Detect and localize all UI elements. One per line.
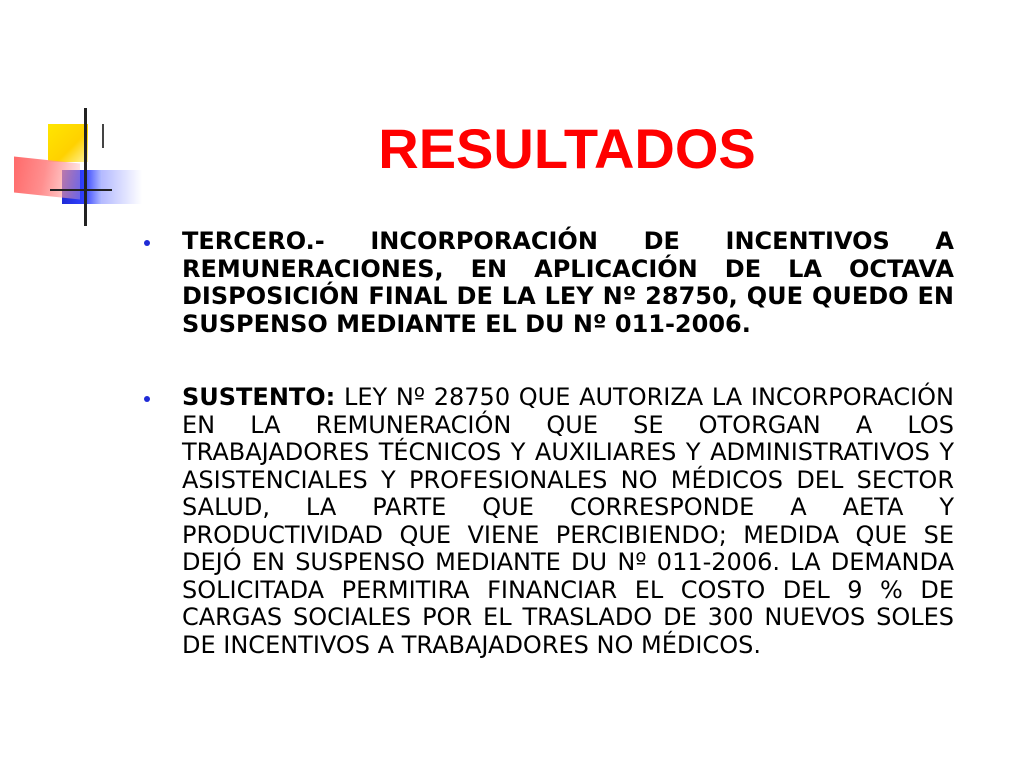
- bullet-text: LEY Nº 28750 QUE AUTORIZA LA INCORPORACIÓN EN LA REMUNERACIÓN QUE SE OTORGAN A LOS TRABAJADORES TÉCNICOS Y AUXILIARES Y ADMINISTRATIVOS Y ASISTENCIALES Y PROFESIONALES NO MÉDICOS DEL SECTOR SALUD, LA PARTE QUE CORRESPONDE A AETA Y PRODUCTIVIDAD QUE VIENE PERCIBIENDO; MEDIDA QUE SE DEJÓ EN SUSPENSO MEDIANTE DU Nº 011-2006. LA DEMANDA SOLICITADA PERMITIRA FINANCIAR EL COSTO DEL 9 % DE CARGAS SOCIALES POR EL TRASLADO DE 300 NUEVOS SOLES DE INCENTIVOS A TRABAJADORES NO MÉDICOS.: [182, 383, 954, 659]
- bullet-item-sustento: [140, 384, 954, 659]
- bullet-item-tercero: [140, 228, 954, 338]
- bullet-list: [140, 228, 954, 705]
- logo-horizontal-line: [50, 189, 112, 191]
- bullet-text: TERCERO.- INCORPORACIÓN DE INCENTIVOS A REMUNERACIONES, EN APLICACIÓN DE LA OCTAVA DISPOSICIÓN FINAL DE LA LEY Nº 28750, QUE QUEDO EN SUSPENSO MEDIANTE EL DU Nº 011-2006.: [182, 227, 954, 338]
- slide-title: RESULTADOS: [378, 117, 756, 180]
- bullet-lead: SUSTENTO:: [182, 383, 336, 411]
- bullet-dot-icon: [144, 396, 150, 402]
- bullet-dot-icon: [144, 240, 150, 246]
